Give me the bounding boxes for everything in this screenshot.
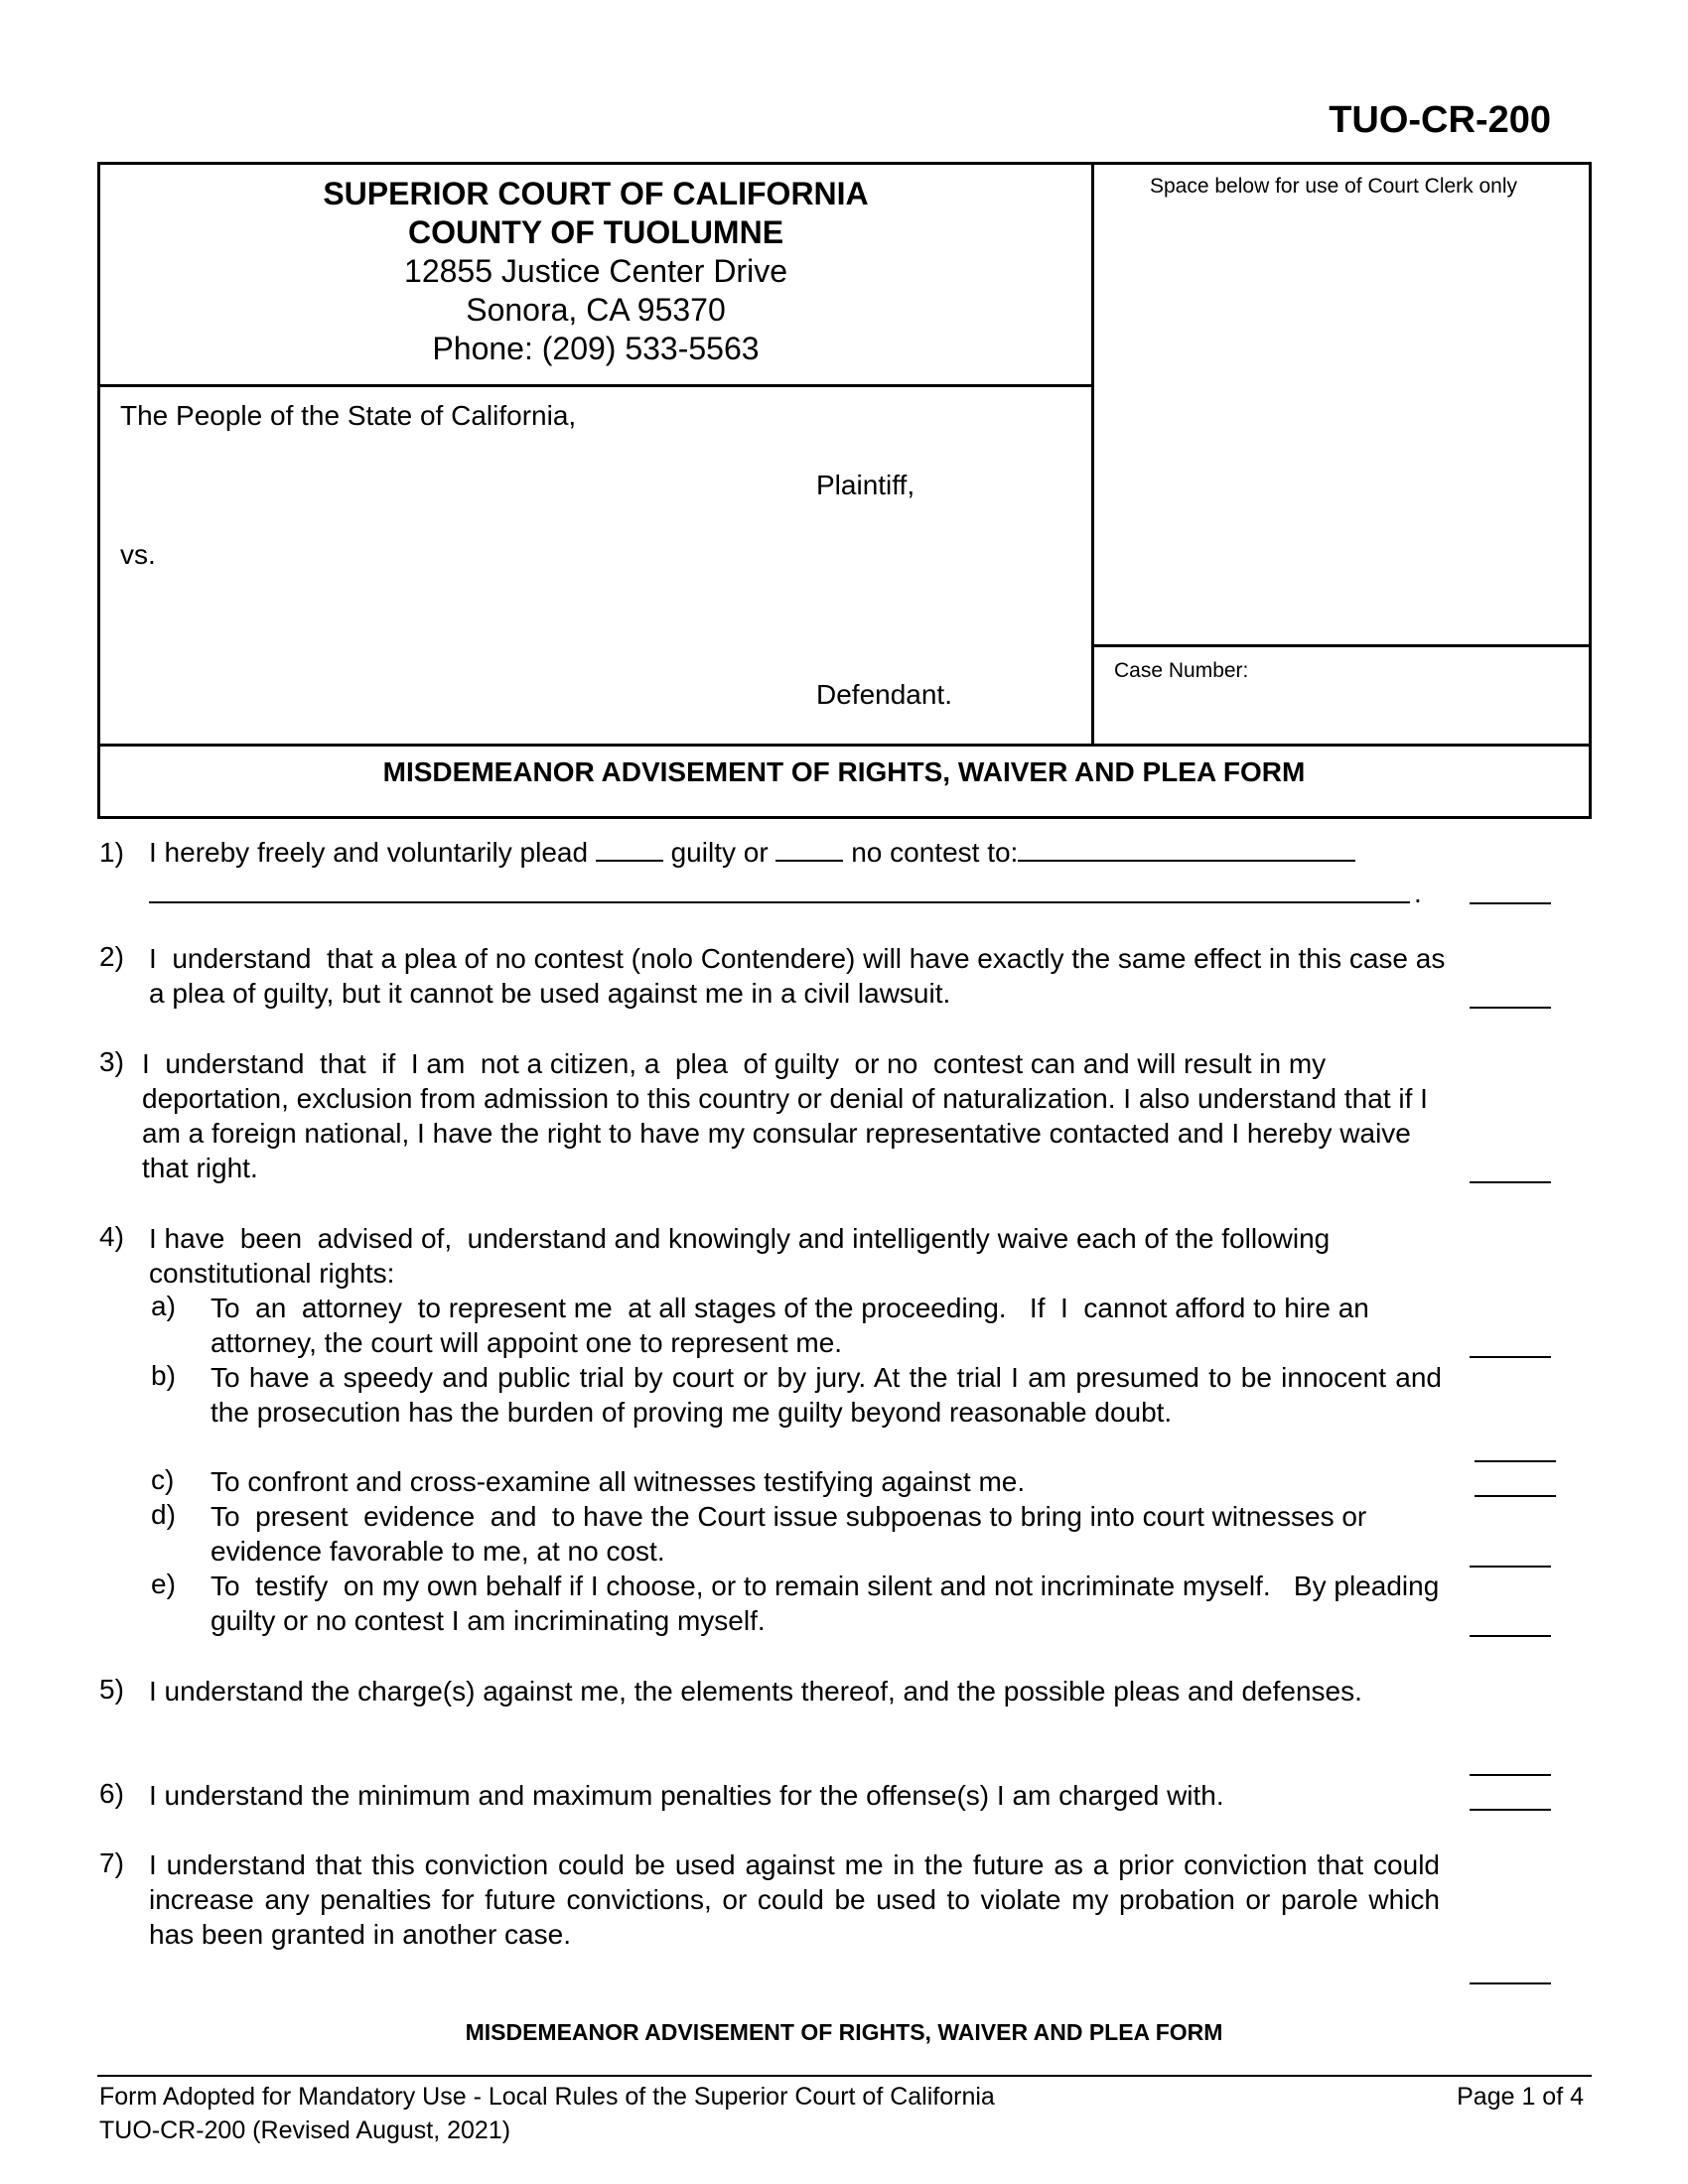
initials-blank-2[interactable] — [1470, 1007, 1551, 1009]
item-4c-letter: c) — [151, 1464, 175, 1495]
item-4c-text: To confront and cross-examine all witnesses testifying against me. — [211, 1466, 1026, 1497]
item-5-number: 5) — [99, 1674, 124, 1705]
item-4e-letter: e) — [151, 1569, 176, 1599]
initials-blank-1[interactable] — [1470, 902, 1551, 904]
charges-blank-2[interactable] — [149, 901, 1410, 903]
initials-blank-6[interactable] — [1470, 1809, 1551, 1811]
charges-blank-1[interactable] — [1018, 838, 1355, 862]
item-4d-text: To present evidence and to have the Court issue subpoenas to bring into court witnesses or evidence favorable to me, at no cost. — [211, 1501, 1375, 1567]
court-address-line1: 12855 Justice Center Drive — [404, 253, 787, 289]
item-7-number: 7) — [99, 1847, 124, 1878]
initials-blank-3[interactable] — [1470, 1181, 1551, 1183]
form-number: TUO-CR-200 — [1329, 99, 1551, 141]
title-divider — [97, 744, 1592, 747]
item-4d-letter: d) — [151, 1499, 176, 1530]
item-2-number: 2) — [99, 941, 124, 972]
item-4b-letter: b) — [151, 1360, 176, 1391]
page-number: Page 1 of 4 — [1457, 2083, 1584, 2111]
item-4-text: I have been advised of, understand and knowingly and intelligently waive each of the following constitutional rights: — [149, 1223, 1338, 1289]
plaintiff-name: The People of the State of California, — [120, 400, 577, 431]
item-6-number: 6) — [99, 1778, 124, 1809]
item-5-text: I understand the charge(s) against me, the elements thereof, and the possible pleas and defenses. — [149, 1676, 1362, 1706]
court-address-line2: Sonora, CA 95370 — [466, 292, 726, 328]
item-1-text-c: no contest to: — [851, 837, 1019, 868]
initials-blank-4d[interactable] — [1470, 1566, 1551, 1568]
item-4a-text: To an attorney to represent me at all stages of the proceeding. If I cannot afford to hire an attorney, the court will appoint one to represent me. — [211, 1293, 1377, 1358]
initials-blank-4e[interactable] — [1470, 1635, 1551, 1637]
item-7-text: I understand that this conviction could be used against me in the future as a prior conviction that could increase any penalties for future convictions, or could be used to violate my probation or parole which has been granted in another case. — [149, 1849, 1440, 1950]
item-4e-text: To testify on my own behalf if I choose, or to remain silent and not incriminate myself. By pleading guilty or no contest I am incriminating myself. — [211, 1570, 1448, 1636]
no-contest-blank[interactable] — [775, 838, 843, 862]
guilty-blank[interactable] — [596, 838, 663, 862]
item-3-text: I understand that if I am not a citizen, a plea of guilty or no contest can and will result in my deportation, exclusion from admission to this country or denial of naturalization. I also understand that if I am a foreign national, I have the right to have my consular representative contacted and I hereby waive that right. — [142, 1048, 1436, 1183]
footer-revision: TUO-CR-200 (Revised August, 2021) — [99, 2116, 511, 2144]
item-4b-text: To have a speedy and public trial by court or by jury. At the trial I am presumed to be innocent and the prosecution has the burden of proving me guilty beyond reasonable doubt. — [211, 1362, 1442, 1428]
item-6-text: I understand the minimum and maximum penalties for the offense(s) I am charged with. — [149, 1780, 1224, 1811]
item-3-number: 3) — [99, 1046, 124, 1077]
clerk-case-divider — [1091, 644, 1592, 647]
form-title: MISDEMEANOR ADVISEMENT OF RIGHTS, WAIVER AND PLEA FORM — [382, 756, 1306, 787]
initials-blank-4a[interactable] — [1470, 1356, 1551, 1358]
case-number-label: Case Number: — [1114, 659, 1249, 682]
plaintiff-label: Plaintiff, — [816, 470, 915, 500]
item-1-text — [149, 837, 1430, 869]
versus-label: vs. — [120, 539, 156, 570]
footer-form-title: MISDEMEANOR ADVISEMENT OF RIGHTS, WAIVER AND PLEA FORM — [465, 2019, 1223, 2045]
item-1-text-a: I hereby freely and voluntarily plead — [149, 837, 589, 868]
clerk-space-label: Space below for use of Court Clerk only — [1150, 175, 1518, 198]
item-1-text-b: guilty or — [670, 837, 769, 868]
footer-adoption-note: Form Adopted for Mandatory Use - Local Rules of the Superior Court of California — [99, 2083, 995, 2111]
item-2-text: I understand that a plea of no contest (nolo Contendere) will have exactly the same effect in this case as a plea of guilty, but it cannot be used against me in a civil lawsuit. — [149, 943, 1454, 1009]
court-header — [99, 175, 1092, 368]
footer-rule — [97, 2075, 1592, 2077]
item-1-number: 1) — [99, 837, 124, 868]
initials-blank-4c[interactable] — [1475, 1495, 1556, 1497]
item-1-end: . — [1414, 878, 1422, 908]
court-info-divider — [97, 384, 1093, 387]
court-county: COUNTY OF TUOLUMNE — [407, 214, 784, 250]
item-4a-letter: a) — [151, 1291, 176, 1321]
initials-blank-4b[interactable] — [1475, 1460, 1556, 1462]
item-4-number: 4) — [99, 1221, 124, 1252]
court-name: SUPERIOR COURT OF CALIFORNIA — [323, 176, 869, 211]
defendant-label: Defendant. — [816, 679, 952, 710]
initials-blank-5[interactable] — [1470, 1774, 1551, 1776]
court-phone: Phone: (209) 533-5563 — [432, 331, 760, 366]
initials-blank-7[interactable] — [1470, 1982, 1551, 1984]
